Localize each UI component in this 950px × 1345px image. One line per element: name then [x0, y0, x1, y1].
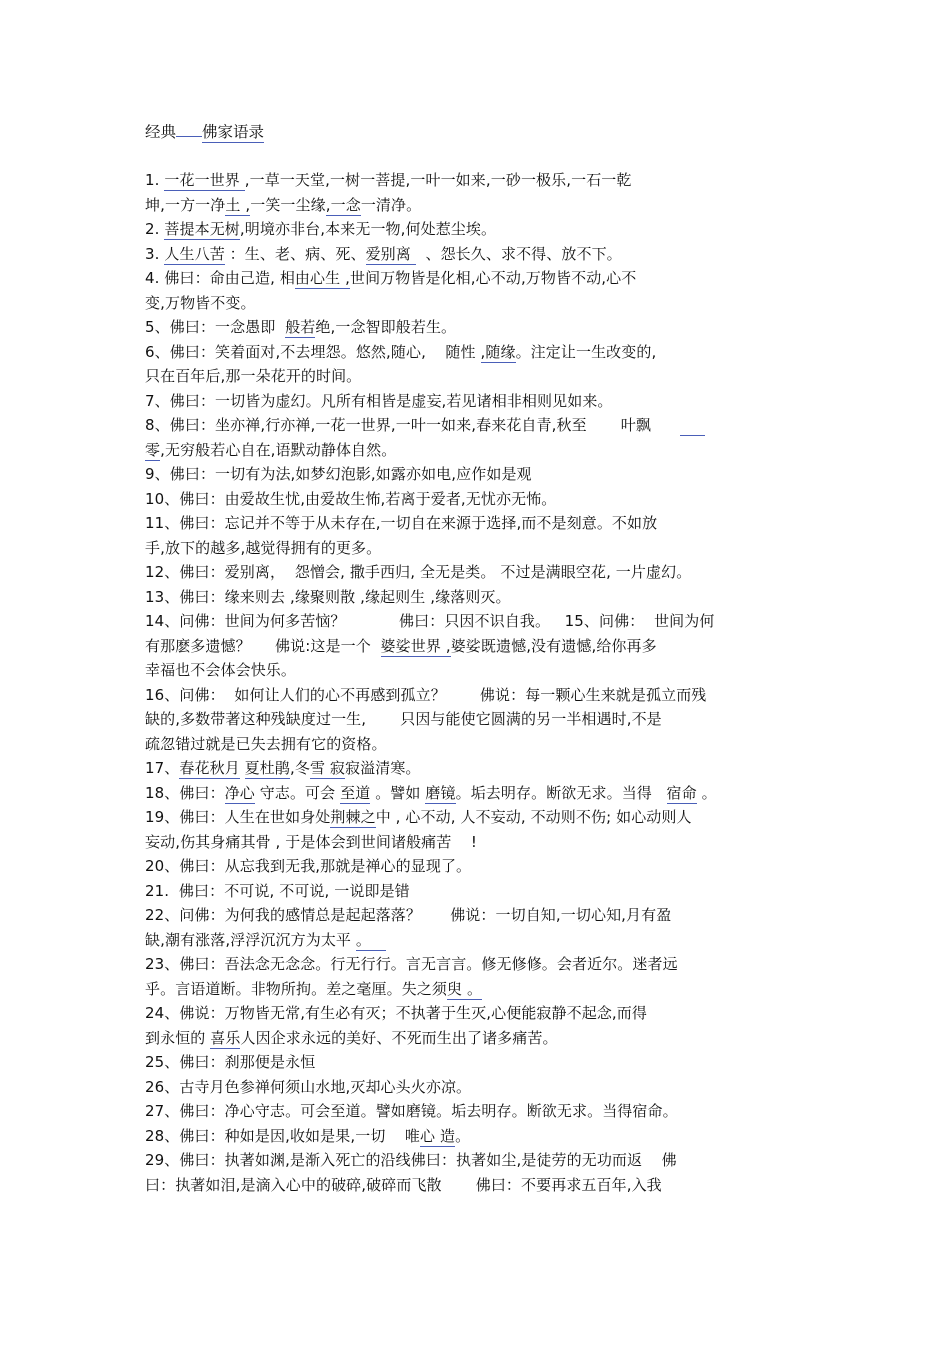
underlined-text — [680, 416, 704, 436]
text-segment: ,冬 — [289, 759, 310, 777]
text-segment: 绝,一念智即般若生。 — [315, 318, 457, 336]
text-segment: 14、问佛：世间为何多苦恼？ 佛曰：只因不识自我。 15、问佛： 世间为何 — [145, 612, 715, 630]
quote-line — [145, 658, 825, 683]
text-segment: 只在百年后,那一朵花开的时间。 — [145, 367, 362, 385]
text-segment: 26、古寺月色参禅何须山水地,灭却心头火亦凉。 — [145, 1077, 472, 1096]
text-segment: ,明境亦非台,本来无一物,何处惹尘埃。 — [239, 220, 497, 238]
quote-line — [145, 315, 825, 340]
text-segment: 7、佛曰：一切皆为虚幻。凡所有相皆是虚妄,若见诸相非相则见如来。 — [145, 391, 613, 410]
quote-list — [145, 168, 825, 1197]
underlined-text: 雪 寂 — [309, 759, 346, 777]
quote-line — [145, 217, 825, 242]
text-segment: 变,万物皆不变。 — [145, 293, 256, 312]
quote-line — [145, 340, 825, 365]
text-segment: 29、佛曰：执著如渊,是渐入死亡的沿线佛曰：执著如尘,是徒劳的无功而返 佛 — [145, 1151, 677, 1169]
quote-entry-11 — [145, 511, 825, 560]
title-right: 佛家语录 — [202, 123, 265, 141]
quote-line — [145, 585, 825, 610]
underlined-text: 喜乐 — [210, 1028, 241, 1047]
text-segment: 11、佛曰：忘记并不等于从未存在,一切自在来源于选择,而不是刻意。不如放 — [145, 514, 658, 532]
quote-entry-25 — [145, 1050, 825, 1075]
text-segment: 。垢去明存。断欲无求。当得 — [455, 783, 667, 802]
underlined-text: 净心 — [224, 783, 255, 802]
text-segment: 寂溢清寒。 — [345, 759, 421, 777]
quote-line — [145, 781, 825, 806]
quote-entry-3 — [145, 242, 825, 267]
quote-entry-26 — [145, 1075, 825, 1100]
text-segment: 2. — [145, 220, 165, 238]
underlined-text: ,随缘 — [480, 342, 516, 361]
quote-entry-5 — [145, 315, 825, 340]
quote-entry-13 — [145, 585, 825, 610]
text-segment: 一笑一尘缘 — [250, 195, 326, 214]
text-segment: 有那麽多遗憾？ 佛说:这是一个 — [145, 636, 381, 655]
text-segment: 20、佛曰：从忘我到无我,那就是禅心的显现了。 — [145, 857, 472, 875]
text-segment: 中 , 心不动, 人不妄动, 不动则不伤; 如心动则人 — [375, 808, 692, 826]
underlined-text: 般若 — [285, 318, 316, 336]
quote-line — [145, 1001, 825, 1026]
text-segment: 、怨长久、求不得、放不下。 — [415, 244, 622, 263]
text-segment: 21. 佛曰：不可说, 不可说, 一说即是错 — [145, 881, 410, 900]
text-segment: 19、佛曰：人生在世如身处 — [145, 808, 331, 826]
quote-line — [145, 903, 825, 928]
document-title — [145, 120, 264, 142]
quote-entry-10 — [145, 487, 825, 512]
quote-entry-23 — [145, 952, 825, 1001]
underlined-text: 至道 — [340, 783, 371, 802]
quote-line — [145, 1026, 825, 1051]
text-segment: 8、佛曰：坐亦禅,行亦禅,一花一世界,一叶一如来,春来花自青,秋至 叶飘 — [145, 416, 681, 434]
quote-line — [145, 1173, 825, 1198]
quote-line — [145, 168, 825, 193]
text-segment — [240, 759, 245, 777]
text-segment: 到永恒的 — [145, 1028, 211, 1047]
quote-entry-14 — [145, 609, 825, 683]
quote-line — [145, 560, 825, 585]
underlined-text: 土 , — [225, 195, 251, 214]
quote-line — [145, 707, 825, 732]
quote-entry-9 — [145, 462, 825, 487]
text-segment: 婆娑既遗憾,没有遗憾,给你再多 — [450, 636, 657, 655]
quote-entry-19 — [145, 805, 825, 854]
text-segment: 世间万物皆是化相,心不动,万物皆不动,心不 — [349, 269, 637, 287]
underlined-text: 春花秋月 — [179, 759, 240, 777]
quote-line — [145, 462, 825, 487]
quote-line — [145, 634, 825, 659]
text-segment: ,一草一天堂,一树一菩提,一叶一如来,一砂一极乐,一石一乾 — [244, 171, 632, 189]
quote-entry-2 — [145, 217, 825, 242]
quote-entry-21 — [145, 879, 825, 904]
quote-entry-17 — [145, 756, 825, 781]
quote-line — [145, 830, 825, 855]
quote-line — [145, 1124, 825, 1149]
text-segment: 18、佛曰： — [145, 783, 225, 802]
quote-entry-20 — [145, 854, 825, 879]
text-segment: 缺的,多数带著这种残缺度过一生, 只因与能使它圆满的另一半相遇时,不是 — [145, 710, 662, 728]
quote-entry-29 — [145, 1148, 825, 1197]
quote-entry-24 — [145, 1001, 825, 1050]
text-segment: 。譬如 — [370, 783, 426, 802]
quote-line — [145, 266, 825, 291]
quote-line — [145, 928, 825, 953]
underlined-text: 菩提本无树 — [164, 220, 240, 238]
text-segment: 守志。可会 — [254, 783, 341, 802]
text-segment: 3. — [145, 244, 165, 263]
text-segment: 27、佛曰：净心守志。可会至道。譬如磨镜。垢去明存。断欲无求。当得宿命。 — [145, 1102, 678, 1120]
quote-entry-28 — [145, 1124, 825, 1149]
text-segment: 。 — [455, 1126, 471, 1145]
quote-entry-6 — [145, 340, 825, 389]
text-segment: 28、佛曰：种如是因,收如是果,一切 唯 — [145, 1126, 420, 1145]
quote-line — [145, 1099, 825, 1124]
quote-line — [145, 389, 825, 414]
title-gap-underline — [176, 135, 202, 137]
text-segment: 5、佛曰：一念愚即 — [145, 318, 286, 336]
text-segment: 10、佛曰：由爱故生忧,由爱故生怖,若离于爱者,无忧亦无怖。 — [145, 489, 557, 508]
quote-line — [145, 487, 825, 512]
text-segment: ,无穷般若心自在,语默动静体自然。 — [160, 440, 397, 459]
text-segment: 4. 佛曰：命由己造, 相 — [145, 269, 295, 287]
text-segment: 25、佛曰：刹那便是永恒 — [145, 1053, 316, 1071]
quote-line — [145, 242, 825, 267]
text-segment: 6、佛曰：笑着面对,不去埋怨。悠然,随心, 随性 — [145, 342, 481, 361]
quote-line — [145, 756, 825, 781]
quote-entry-4 — [145, 266, 825, 315]
text-segment: 曰：执著如泪,是滴入心中的破碎,破碎而飞散 佛曰：不要再求五百年,入我 — [145, 1175, 662, 1194]
underlined-text: 臾 。 — [447, 979, 483, 998]
underlined-text: 磨镜 — [425, 783, 456, 802]
text-segment: 疏忽错过就是已失去拥有它的资格。 — [145, 734, 387, 753]
underlined-text: 荆棘之 — [330, 808, 376, 826]
quote-line — [145, 536, 825, 561]
quote-entry-12 — [145, 560, 825, 585]
underlined-text: ,一念 — [325, 195, 361, 214]
text-segment: 。注定让一生改变的, — [515, 342, 657, 361]
quote-entry-1 — [145, 168, 825, 217]
quote-entry-27 — [145, 1099, 825, 1124]
text-segment: 坤,一方一净 — [145, 195, 226, 214]
quote-line — [145, 511, 825, 536]
underlined-text: 人生八苦 — [164, 244, 225, 263]
text-segment: 一清净。 — [360, 195, 422, 214]
title-left: 经典 — [145, 123, 177, 141]
quote-entry-22 — [145, 903, 825, 952]
quote-line — [145, 1050, 825, 1075]
text-segment: 17、 — [145, 759, 180, 777]
text-segment: 16、问佛： 如何让人们的心不再感到孤立？ 佛说：每一颗心生来就是孤立而残 — [145, 685, 707, 704]
underlined-text: 一花一世界 — [164, 171, 245, 189]
quote-line — [145, 879, 825, 904]
quote-entry-18 — [145, 781, 825, 806]
quote-entry-7 — [145, 389, 825, 414]
quote-line — [145, 364, 825, 389]
text-segment: 9、佛曰：一切有为法,如梦幻泡影,如露亦如电,应作如是观 — [145, 465, 532, 483]
text-segment: 。 — [696, 783, 717, 802]
text-segment: ：生、老、病、死、 — [224, 244, 366, 263]
text-segment: 22、问佛：为何我的感情总是起起落落？ 佛说：一切自知,一切心知,月有盈 — [145, 906, 672, 924]
underlined-text: 心 造 — [420, 1126, 456, 1145]
text-segment: 人因企求永远的美好、不死而生出了诸多痛苦。 — [240, 1028, 558, 1047]
text-segment: 妄动,伤其身痛其骨 , 于是体会到世间诸般痛苦 ! — [145, 832, 477, 851]
text-segment: 12、佛曰：爱别离， 怨憎会, 撒手西归, 全无是类。 不过是满眼空花, 一片虚幻。 — [145, 563, 692, 581]
quote-line — [145, 1148, 825, 1173]
quote-line — [145, 413, 825, 438]
quote-line — [145, 438, 825, 463]
quote-line — [145, 977, 825, 1002]
quote-line — [145, 1075, 825, 1100]
quote-line — [145, 854, 825, 879]
underlined-text: 由心生 , — [294, 269, 350, 287]
quote-line — [145, 952, 825, 977]
underlined-text: 零 — [145, 440, 161, 459]
quote-line — [145, 193, 825, 218]
underlined-text: 爱别离 — [365, 244, 416, 263]
underlined-text: 宿命 — [666, 783, 697, 802]
text-segment: 幸福也不会体会快乐。 — [145, 661, 297, 679]
quote-line — [145, 609, 825, 634]
quote-line — [145, 805, 825, 830]
text-segment: 乎。言语道断。非物所拘。差之毫厘。失之须 — [145, 979, 448, 998]
underlined-text: 婆娑世界 , — [380, 636, 451, 655]
text-segment: 13、佛曰：缘来则去 ,缘聚则散 ,缘起则生 ,缘落则灭。 — [145, 587, 511, 606]
underlined-text: 。 — [355, 930, 386, 949]
quote-entry-16 — [145, 683, 825, 757]
underlined-text: 夏杜鹃 — [244, 759, 290, 777]
quote-line — [145, 291, 825, 316]
text-segment: 手,放下的越多,越觉得拥有的更多。 — [145, 538, 382, 557]
text-segment: 1. — [145, 171, 165, 189]
text-segment: 23、佛曰：吾法念无念念。行无行行。言无言言。修无修修。会者近尔。迷者远 — [145, 955, 678, 973]
text-segment: 缺,潮有涨落,浮浮沉沉方为太平 — [145, 930, 356, 949]
quote-line — [145, 732, 825, 757]
quote-line — [145, 683, 825, 708]
text-segment: 24、佛说：万物皆无常,有生必有灭；不执著于生灭,心便能寂静不起念,而得 — [145, 1004, 647, 1022]
quote-entry-8 — [145, 413, 825, 462]
